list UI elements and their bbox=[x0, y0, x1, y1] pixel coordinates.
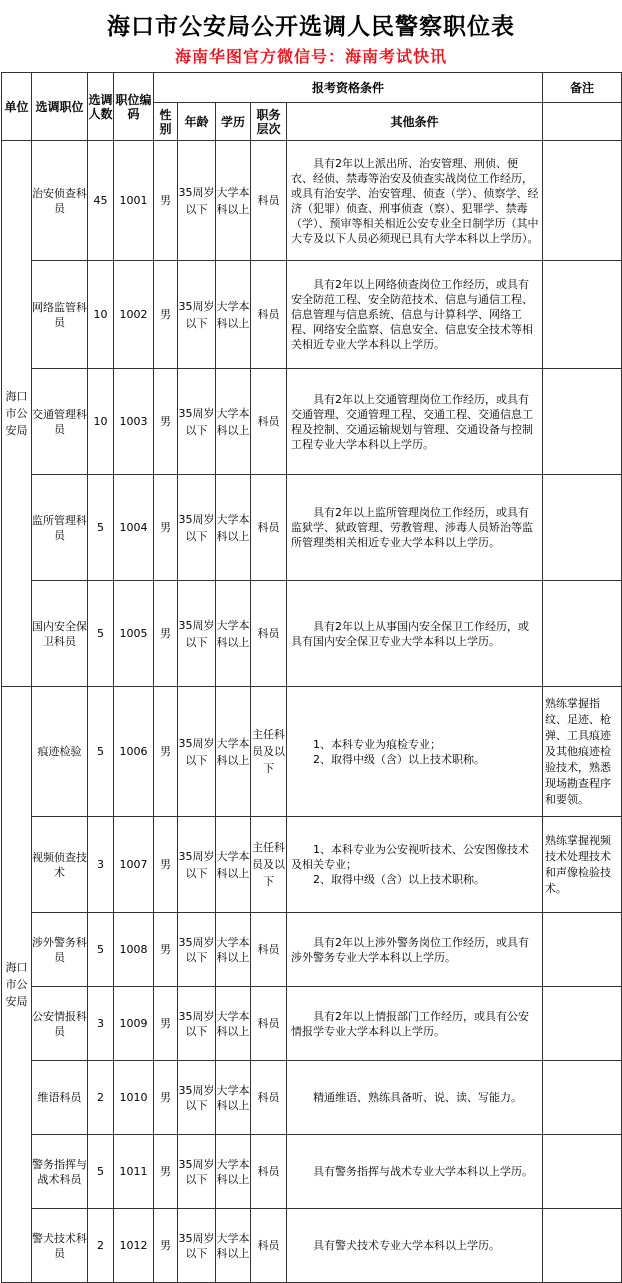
cell-level: 科员 bbox=[251, 475, 287, 581]
cell-count: 5 bbox=[88, 581, 114, 687]
cell-position: 交通管理科员 bbox=[32, 369, 88, 475]
table-row bbox=[2, 817, 622, 913]
cell-gender: 男 bbox=[154, 369, 178, 475]
cell-other: 具有2年以上交通管理岗位工作经历，或具有交通管理、交通管理工程、交通工程、交通信息工程及控制、交通运输规划与管理、交通设备与控制工程专业大学本科以上学历。 bbox=[287, 369, 543, 475]
cell-code: 1011 bbox=[114, 1135, 154, 1209]
cell-level: 科员 bbox=[251, 141, 287, 261]
table-row bbox=[2, 369, 622, 475]
cell-level: 科员 bbox=[251, 987, 287, 1061]
header-code: 职位编码 bbox=[114, 73, 154, 141]
cell-position: 公安情报科员 bbox=[32, 987, 88, 1061]
cell-note bbox=[543, 1135, 622, 1209]
cell-position: 涉外警务科员 bbox=[32, 913, 88, 987]
cell-education: 大学本科以上 bbox=[216, 369, 251, 475]
unit-cell: 海口市公安局 bbox=[2, 687, 32, 1283]
cell-age: 35周岁以下 bbox=[178, 987, 216, 1061]
header-age: 年龄 bbox=[178, 103, 216, 141]
cell-age: 35周岁以下 bbox=[178, 687, 216, 817]
header-gender: 性别 bbox=[154, 103, 178, 141]
cell-count: 5 bbox=[88, 687, 114, 817]
cell-code: 1005 bbox=[114, 581, 154, 687]
cell-code: 1001 bbox=[114, 141, 154, 261]
header-qualifications: 报考资格条件 bbox=[154, 73, 543, 103]
cell-other bbox=[287, 687, 543, 817]
header-row-1 bbox=[2, 73, 622, 103]
page-subtitle: 海南华图官方微信号：海南考试快讯 bbox=[174, 47, 447, 66]
cell-note bbox=[543, 369, 622, 475]
header-level: 职务层次 bbox=[251, 103, 287, 141]
table-row bbox=[2, 1209, 622, 1283]
cell-age: 35周岁以下 bbox=[178, 1061, 216, 1135]
cell-count: 3 bbox=[88, 987, 114, 1061]
cell-level: 科员 bbox=[251, 913, 287, 987]
cell-note bbox=[543, 987, 622, 1061]
cell-code: 1010 bbox=[114, 1061, 154, 1135]
cell-code: 1009 bbox=[114, 987, 154, 1061]
cell-other: 具有2年以上从事国内安全保卫工作经历，或具有国内安全保卫专业大学本科以上学历。 bbox=[287, 581, 543, 687]
cell-age: 35周岁以下 bbox=[178, 141, 216, 261]
cell-note bbox=[543, 141, 622, 261]
cell-education: 大学本科以上 bbox=[216, 1209, 251, 1283]
cell-age: 35周岁以下 bbox=[178, 1135, 216, 1209]
table-row bbox=[2, 687, 622, 817]
cell-level: 科员 bbox=[251, 369, 287, 475]
cell-gender: 男 bbox=[154, 817, 178, 913]
cell-age: 35周岁以下 bbox=[178, 369, 216, 475]
cell-education: 大学本科以上 bbox=[216, 581, 251, 687]
header-other: 其他条件 bbox=[287, 103, 543, 141]
table-row bbox=[2, 261, 622, 369]
cell-education: 大学本科以上 bbox=[216, 987, 251, 1061]
cell-note bbox=[543, 475, 622, 581]
cell-gender: 男 bbox=[154, 913, 178, 987]
page-title: 海口市公安局公开选调人民警察职位表 bbox=[107, 13, 515, 40]
cell-other: 具有2年以上监所管理岗位工作经历，或具有监狱学、狱政管理、劳教管理、涉毒人员矫治等监所管理类相关相近专业大学本科以上学历。 bbox=[287, 475, 543, 581]
cell-code: 1006 bbox=[114, 687, 154, 817]
cell-position: 维语科员 bbox=[32, 1061, 88, 1135]
other-line: 2、取得中级（含）以上技术职称。 bbox=[313, 752, 485, 766]
cell-note bbox=[543, 1209, 622, 1283]
header-unit: 单位 bbox=[2, 73, 32, 141]
cell-gender: 男 bbox=[154, 987, 178, 1061]
cell-note bbox=[543, 1061, 622, 1135]
cell-count: 5 bbox=[88, 475, 114, 581]
table-row bbox=[2, 1135, 622, 1209]
cell-education: 大学本科以上 bbox=[216, 1135, 251, 1209]
cell-level: 主任科员及以下 bbox=[251, 687, 287, 817]
cell-level: 科员 bbox=[251, 1061, 287, 1135]
cell-count: 10 bbox=[88, 369, 114, 475]
cell-other: 精通维语、熟练具备听、说、读、写能力。 bbox=[287, 1061, 543, 1135]
cell-position: 警务指挥与战术科员 bbox=[32, 1135, 88, 1209]
cell-age: 35周岁以下 bbox=[178, 913, 216, 987]
cell-count: 5 bbox=[88, 1135, 114, 1209]
cell-position: 治安侦查科员 bbox=[32, 141, 88, 261]
unit-cell: 海口市公安局 bbox=[2, 141, 32, 687]
cell-position: 国内安全保卫科员 bbox=[32, 581, 88, 687]
cell-age: 35周岁以下 bbox=[178, 475, 216, 581]
cell-position: 视频侦查技术 bbox=[32, 817, 88, 913]
cell-count: 3 bbox=[88, 817, 114, 913]
other-line: 1、本科专业为公安视听技术、公安图像技术及相关专业； bbox=[291, 843, 529, 871]
cell-code: 1002 bbox=[114, 261, 154, 369]
cell-gender: 男 bbox=[154, 261, 178, 369]
cell-age: 35周岁以下 bbox=[178, 817, 216, 913]
cell-gender: 男 bbox=[154, 475, 178, 581]
cell-count: 10 bbox=[88, 261, 114, 369]
cell-note bbox=[543, 261, 622, 369]
cell-note: 熟练掌握指纹、足迹、枪弹、工具痕迹及其他痕迹检验技术，熟悉现场勘查程序和要领。 bbox=[543, 687, 622, 817]
cell-code: 1012 bbox=[114, 1209, 154, 1283]
cell-level: 科员 bbox=[251, 581, 287, 687]
header-note: 备注 bbox=[543, 73, 622, 103]
header-note-blank bbox=[543, 103, 622, 141]
table-row bbox=[2, 141, 622, 261]
cell-education: 大学本科以上 bbox=[216, 475, 251, 581]
title-block bbox=[0, 0, 622, 72]
cell-age: 35周岁以下 bbox=[178, 261, 216, 369]
cell-note: 熟练掌握视频技术处理技术和声像检验技术。 bbox=[543, 817, 622, 913]
cell-level: 科员 bbox=[251, 261, 287, 369]
cell-code: 1008 bbox=[114, 913, 154, 987]
cell-note bbox=[543, 581, 622, 687]
cell-position: 痕迹检验 bbox=[32, 687, 88, 817]
cell-gender: 男 bbox=[154, 687, 178, 817]
cell-gender: 男 bbox=[154, 141, 178, 261]
cell-other: 具有2年以上网络侦查岗位工作经历，或具有安全防范工程、安全防范技术、信息与通信工程、信息管理与信息系统、信息与计算科学、网络工程、网络安全监察、信息安全、信息安全技术等相关相近专业大学本科以上学历。 bbox=[287, 261, 543, 369]
cell-code: 1003 bbox=[114, 369, 154, 475]
cell-gender: 男 bbox=[154, 581, 178, 687]
cell-note bbox=[543, 913, 622, 987]
cell-other: 具有警犬技术专业大学本科以上学历。 bbox=[287, 1209, 543, 1283]
cell-count: 2 bbox=[88, 1061, 114, 1135]
cell-age: 35周岁以下 bbox=[178, 581, 216, 687]
other-line: 1、本科专业为痕检专业； bbox=[313, 737, 441, 751]
cell-position: 警犬技术科员 bbox=[32, 1209, 88, 1283]
positions-table bbox=[1, 72, 622, 1283]
cell-code: 1004 bbox=[114, 475, 154, 581]
header-position: 选调职位 bbox=[32, 73, 88, 141]
cell-level: 科员 bbox=[251, 1209, 287, 1283]
cell-position: 监所管理科员 bbox=[32, 475, 88, 581]
cell-level: 科员 bbox=[251, 1135, 287, 1209]
cell-gender: 男 bbox=[154, 1135, 178, 1209]
cell-age: 35周岁以下 bbox=[178, 1209, 216, 1283]
cell-education: 大学本科以上 bbox=[216, 817, 251, 913]
cell-education: 大学本科以上 bbox=[216, 261, 251, 369]
cell-level: 主任科员及以下 bbox=[251, 817, 287, 913]
cell-code: 1007 bbox=[114, 817, 154, 913]
table-row bbox=[2, 1061, 622, 1135]
cell-count: 45 bbox=[88, 141, 114, 261]
cell-other: 具有2年以上情报部门工作经历，或具有公安情报学专业大学本科以上学历。 bbox=[287, 987, 543, 1061]
table-row bbox=[2, 913, 622, 987]
header-education: 学历 bbox=[216, 103, 251, 141]
cell-other: 具有2年以上派出所、治安管理、刑侦、便衣、经侦、禁毒等治安及侦查实战岗位工作经历，或具有治安学、治安管理、侦查（学）、侦察学、经济（犯罪）侦查、刑事侦查（察）、犯罪学、禁毒（学）、预审等相关相近公安专业全日制学历（其中大专及以下人员必须现已具有大学本科以上学历）。 bbox=[287, 141, 543, 261]
cell-education: 大学本科以上 bbox=[216, 913, 251, 987]
table-row bbox=[2, 581, 622, 687]
cell-count: 5 bbox=[88, 913, 114, 987]
header-count: 选调人数 bbox=[88, 73, 114, 141]
other-line: 2、取得中级（含）以上技术职称。 bbox=[313, 873, 485, 886]
cell-education: 大学本科以上 bbox=[216, 141, 251, 261]
cell-gender: 男 bbox=[154, 1061, 178, 1135]
cell-gender: 男 bbox=[154, 1209, 178, 1283]
table-row bbox=[2, 475, 622, 581]
cell-other bbox=[287, 817, 543, 913]
cell-other: 具有2年以上涉外警务岗位工作经历，或具有涉外警务专业大学本科以上学历。 bbox=[287, 913, 543, 987]
cell-position: 网络监管科员 bbox=[32, 261, 88, 369]
cell-other: 具有警务指挥与战术专业大学本科以上学历。 bbox=[287, 1135, 543, 1209]
cell-education: 大学本科以上 bbox=[216, 687, 251, 817]
table-row bbox=[2, 987, 622, 1061]
cell-education: 大学本科以上 bbox=[216, 1061, 251, 1135]
cell-count: 2 bbox=[88, 1209, 114, 1283]
